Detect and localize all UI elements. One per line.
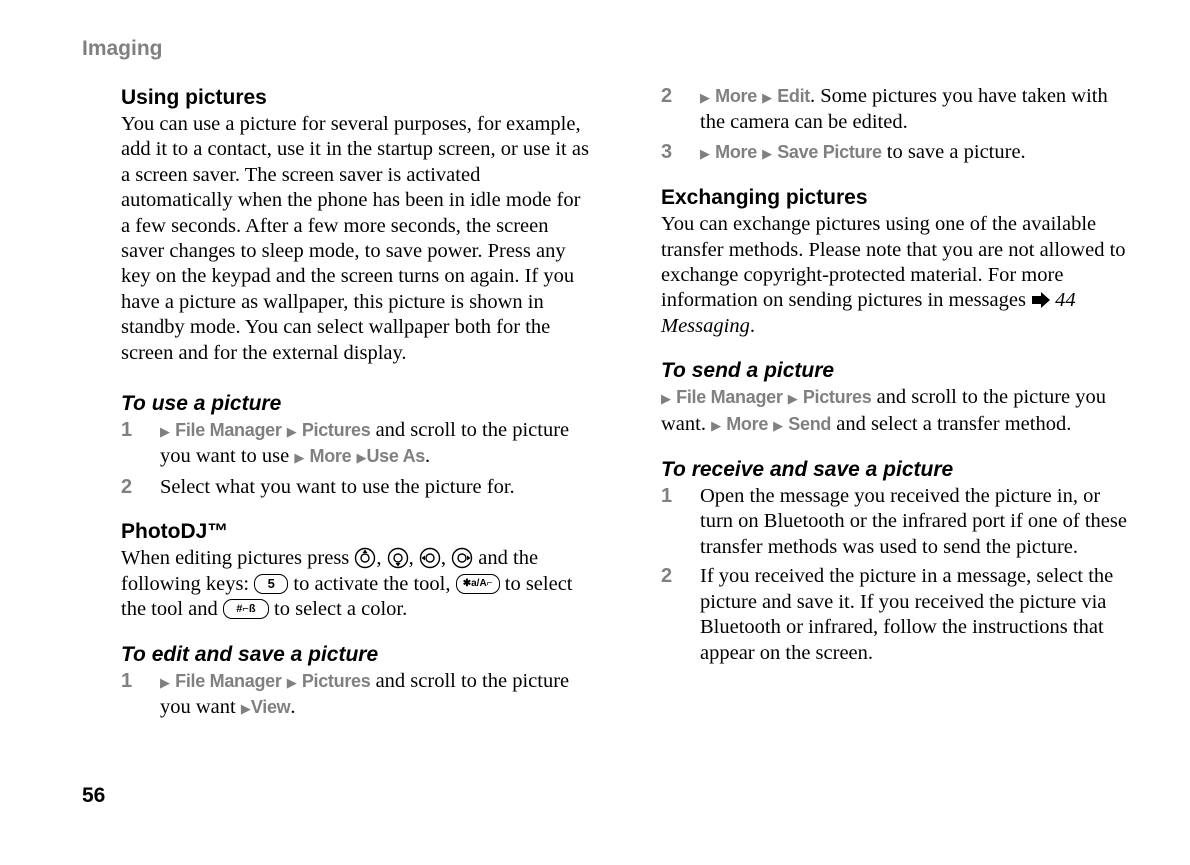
heading-edit-save-picture: To edit and save a picture bbox=[121, 642, 379, 666]
exchanging-end: . bbox=[749, 314, 755, 337]
step-text: . Some pictures you have taken with the camera can be edited. bbox=[700, 85, 1108, 134]
key-star-icon: ✱a/A⌐ bbox=[456, 574, 500, 594]
triangle-right-icon: ▶ bbox=[294, 450, 305, 466]
menu-file-manager: File Manager bbox=[175, 670, 282, 691]
triangle-right-icon: ▶ bbox=[160, 674, 170, 690]
heading-to-use-picture: To use a picture bbox=[121, 392, 282, 416]
photodj-body bbox=[121, 546, 589, 623]
triangle-right-icon: ▶ bbox=[711, 417, 722, 433]
triangle-right-icon: ▶ bbox=[160, 424, 170, 440]
send-text: and select a transfer method. bbox=[836, 412, 1072, 435]
triangle-right-icon: ▶ bbox=[762, 145, 773, 161]
separator: , bbox=[440, 547, 447, 570]
step-receive-1 bbox=[661, 484, 1129, 560]
menu-pictures: Pictures bbox=[301, 420, 371, 441]
cross-reference: 44 Messaging bbox=[661, 289, 1076, 337]
triangle-right-icon: ▶ bbox=[700, 145, 710, 161]
step-text: Open the message you received the picture in, or turn on Bluetooth or the infrared port if one of these transfer methods was used to send the picture. bbox=[700, 485, 1127, 558]
heading-photodj: PhotoDJ™ bbox=[121, 520, 229, 544]
exchanging-body bbox=[661, 212, 1129, 339]
step-number: 1 bbox=[121, 419, 133, 442]
navigation-key-left-icon bbox=[419, 547, 441, 569]
section-title: Imaging bbox=[82, 37, 163, 60]
reference-arrow-icon bbox=[1031, 292, 1051, 308]
step-use-2 bbox=[121, 475, 589, 500]
page-number: 56 bbox=[82, 784, 106, 807]
triangle-right-icon: ▶ bbox=[762, 90, 773, 105]
photodj-text: and the following keys: bbox=[121, 547, 539, 596]
right-column bbox=[661, 84, 1129, 666]
photodj-text: to select the tool and bbox=[121, 573, 573, 621]
triangle-right-icon: ▶ bbox=[787, 391, 798, 407]
menu-file-manager: File Manager bbox=[676, 387, 783, 408]
menu-edit: Edit bbox=[777, 86, 810, 106]
step-edit-2 bbox=[661, 84, 1129, 136]
menu-pictures: Pictures bbox=[802, 387, 872, 408]
step-end: . bbox=[425, 445, 431, 468]
step-text: If you received the picture in a message, select the picture and save it. If you received the picture via Bluetooth or infrared, follow the instructions that appear on the screen. bbox=[700, 565, 1114, 664]
using-pictures-body: You can use a picture for several purposes, for example, add it to a contact, use it in the startup screen, or use it as a screen saver. The screen saver is activated automatically when the phone has been in idle mode for a few seconds. After a few more seconds, the screen saver changes to sleep mode, to save power. Press any key on the keypad and the screen turns on again. If you have a picture as wallpaper, this picture is shown in standby mode. You can select wallpaper both for the screen and for the external display. bbox=[121, 113, 589, 364]
menu-more: More bbox=[715, 86, 757, 106]
left-column bbox=[121, 84, 589, 722]
menu-use-as: Use As bbox=[366, 446, 426, 467]
triangle-right-icon: ▶ bbox=[240, 701, 251, 717]
triangle-right-icon: ▶ bbox=[286, 674, 297, 690]
triangle-right-icon: ▶ bbox=[356, 450, 367, 466]
heading-receive-save-picture: To receive and save a picture bbox=[661, 458, 954, 482]
send-body bbox=[661, 385, 1129, 438]
step-number: 1 bbox=[121, 669, 133, 692]
step-number: 2 bbox=[121, 475, 133, 498]
menu-view: View bbox=[250, 697, 291, 718]
step-number: 2 bbox=[661, 565, 673, 588]
step-number: 3 bbox=[661, 140, 673, 163]
step-text: and scroll to the picture you want bbox=[160, 669, 570, 719]
step-receive-2 bbox=[661, 564, 1129, 666]
key-hash-icon: #⌐ß bbox=[223, 599, 269, 619]
heading-send-picture: To send a picture bbox=[661, 359, 835, 383]
step-edit-3 bbox=[661, 140, 1129, 166]
step-number: 1 bbox=[661, 485, 673, 508]
send-text: and scroll to the picture you want. bbox=[661, 386, 1107, 435]
menu-more: More bbox=[309, 446, 352, 467]
photodj-text: to activate the tool, bbox=[293, 573, 451, 596]
menu-pictures: Pictures bbox=[301, 670, 371, 691]
menu-more: More bbox=[726, 413, 769, 434]
step-number: 2 bbox=[661, 85, 673, 107]
step-text: and scroll to the picture you want to use bbox=[160, 419, 570, 468]
menu-file-manager: File Manager bbox=[175, 420, 282, 441]
heading-using-pictures: Using pictures bbox=[121, 86, 267, 109]
triangle-right-icon: ▶ bbox=[700, 90, 710, 105]
triangle-right-icon: ▶ bbox=[661, 391, 671, 407]
menu-save-picture: Save Picture bbox=[777, 141, 882, 162]
triangle-right-icon: ▶ bbox=[286, 424, 297, 440]
step-edit-1 bbox=[121, 669, 589, 722]
menu-send: Send bbox=[788, 413, 832, 434]
step-end: . bbox=[290, 696, 296, 719]
key-5-icon: 5 bbox=[254, 574, 288, 594]
heading-exchanging-pictures: Exchanging pictures bbox=[661, 186, 868, 210]
photodj-text: When editing pictures press bbox=[121, 547, 350, 570]
step-use-1 bbox=[121, 418, 589, 471]
step-text: to save a picture. bbox=[886, 140, 1026, 163]
step-text: Select what you want to use the picture for. bbox=[160, 475, 515, 498]
triangle-right-icon: ▶ bbox=[773, 417, 784, 433]
photodj-text: to select a color. bbox=[274, 598, 408, 621]
exchanging-text: You can exchange pictures using one of the available transfer methods. Please note that you are not allowed to exchange copyright-protected material. For more information on sending pictures in messages bbox=[661, 213, 1126, 312]
separator: , bbox=[408, 547, 414, 570]
navigation-key-up-icon bbox=[354, 547, 376, 569]
navigation-key-right-icon bbox=[451, 547, 473, 569]
navigation-key-down-icon bbox=[387, 547, 409, 569]
menu-more: More bbox=[715, 141, 757, 162]
separator: , bbox=[376, 547, 382, 570]
